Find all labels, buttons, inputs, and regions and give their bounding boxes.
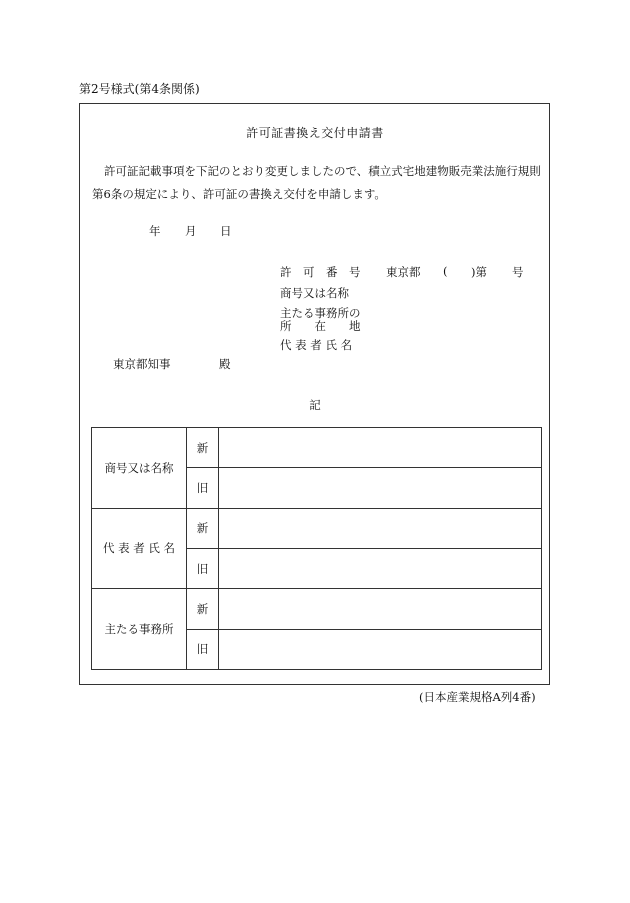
form-title: 許可証書換え交付申請書 [246,126,384,140]
new-label: 新 [187,428,219,468]
main-office-old-cell[interactable] [219,629,542,669]
change-details-table [91,427,542,670]
table-row [92,589,542,629]
paren-close: )第 [471,265,487,279]
representative-label: 代 表 者 氏 名 [280,338,353,352]
paper-size-note: (日本産業規格A列4番) [419,690,536,704]
ki-heading: 記 [309,398,321,412]
trade-name-old-cell[interactable] [219,468,542,508]
representative-old-cell[interactable] [219,548,542,588]
prefecture-label: 東京都 [386,265,421,279]
row-label-representative: 代 表 者 氏 名 [92,508,187,589]
addressee-name: 東京都知事 [113,357,171,371]
row-label-trade-name: 商号又は名称 [92,428,187,509]
statement-line-1: 許可証記載事項を下記のとおり変更しましたので、積立式宅地建物販売業法施行規則 [104,164,541,178]
permit-number-label: 許 可 番 号 [280,265,361,279]
go-label: 号 [512,265,524,279]
date-year: 年 [149,224,161,238]
row-label-main-office: 主たる事務所 [92,589,187,670]
date-day: 日 [220,224,232,238]
statement-line-2: 第6条の規定により、許可証の書換え交付を申請します。 [92,187,386,201]
new-label: 新 [187,589,219,629]
application-statement [92,160,547,206]
table-row [92,428,542,468]
old-label: 旧 [187,629,219,669]
trade-name-label: 商号又は名称 [280,286,349,300]
trade-name-new-cell[interactable] [219,428,542,468]
paren-open: ( [443,264,448,278]
table-row [92,508,542,548]
date-month: 月 [185,224,197,238]
office-label-line1: 主たる事務所の [280,306,361,320]
main-office-new-cell[interactable] [219,589,542,629]
office-label-line2: 所 在 地 [280,319,361,333]
old-label: 旧 [187,468,219,508]
old-label: 旧 [187,548,219,588]
representative-new-cell[interactable] [219,508,542,548]
form-number: 第2号様式(第4条関係) [79,82,200,96]
new-label: 新 [187,508,219,548]
addressee-honorific: 殿 [219,357,231,371]
